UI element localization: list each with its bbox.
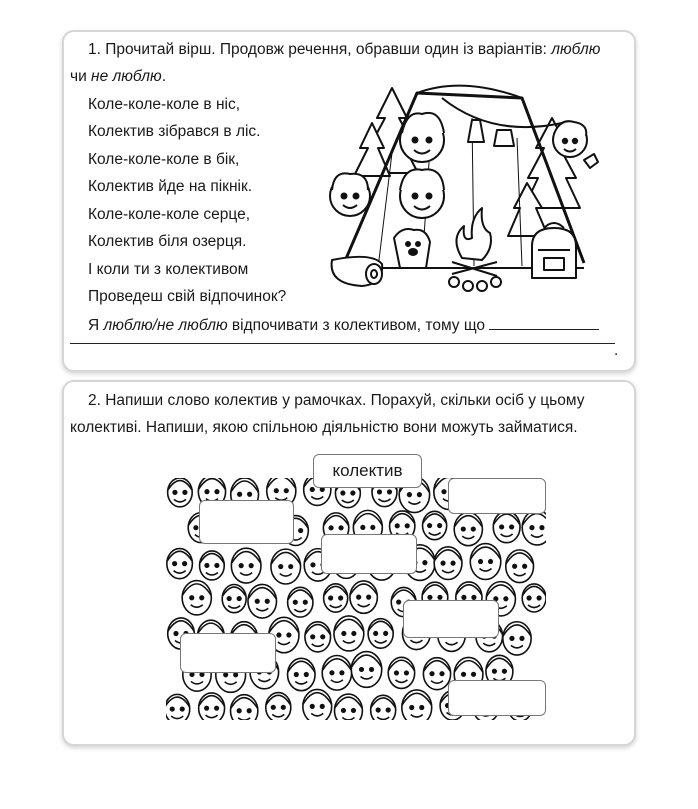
- crowd-face: [388, 657, 414, 688]
- sentence-end-period: .: [614, 342, 619, 359]
- crowd-face: [168, 478, 193, 507]
- poem-line: Проведеш свій відпочинок?: [88, 288, 287, 305]
- poem-line: Коле-коле-коле в бік,: [88, 151, 240, 168]
- crowd-face: [166, 694, 190, 720]
- poem-line: Колектив біля озерця.: [88, 233, 247, 250]
- crowd-face: [351, 652, 381, 688]
- crowd-face: [288, 658, 316, 690]
- crowd-face: [248, 584, 277, 618]
- crowd-face: [506, 550, 534, 583]
- answer-blank-line[interactable]: [70, 343, 615, 344]
- crowd-face: [231, 695, 258, 720]
- crowd-face: [335, 694, 363, 720]
- answer-box[interactable]: [180, 633, 276, 673]
- crowd-face: [288, 587, 313, 617]
- crowd-face: [303, 689, 332, 720]
- crowd-face: [368, 619, 393, 648]
- crowd-face: [324, 584, 348, 612]
- exercise-1-sentence: Я люблю/не люблю відпочивати з колективом, тому що: [88, 315, 599, 336]
- crowd-face: [503, 622, 531, 655]
- poem-line: Коле-коле-коле серце,: [88, 206, 251, 223]
- answer-box[interactable]: [448, 478, 546, 514]
- word-box-kolektyv: колектив: [313, 454, 422, 488]
- crowd-face: [305, 622, 331, 652]
- answer-box[interactable]: [321, 534, 417, 574]
- crowd-face: [334, 616, 364, 651]
- poem-line: Колектив зібрався в ліс.: [88, 123, 261, 140]
- crowd-face: [423, 511, 447, 539]
- exercise-2-instruction: 2. Напиши слово колектив у рамочках. Порахуй, скільки осіб у цьому: [88, 392, 585, 409]
- answer-box[interactable]: [403, 600, 499, 638]
- crowd-face: [200, 551, 225, 580]
- crowd-face: [454, 512, 482, 545]
- crowd-face: [182, 581, 211, 615]
- crowd-face: [350, 581, 377, 613]
- camping-tent-illustration: [322, 78, 600, 300]
- crowd-face: [402, 690, 432, 720]
- crowd-face: [167, 549, 193, 579]
- crowd-face: [231, 548, 261, 583]
- crowd-face: [522, 510, 546, 545]
- poem-line: Колектив йде на пікнік.: [88, 178, 253, 195]
- crowd-face: [266, 693, 291, 720]
- crowd-face: [470, 544, 501, 580]
- crowd-face: [371, 695, 396, 720]
- crowd-face: [522, 584, 546, 612]
- poem-line: Коле-коле-коле в ніс,: [88, 96, 241, 113]
- crowd-face: [434, 547, 462, 580]
- answer-blank-line[interactable]: [489, 315, 599, 330]
- exercise-2-instruction-cont: колективі. Напиши, якою спільною діяльністю вони можуть займатися.: [70, 419, 578, 436]
- crowd-face: [199, 693, 225, 720]
- answer-box[interactable]: [448, 680, 546, 716]
- exercise-1-instruction: 1. Прочитай вірш. Продовж речення, обравши один із варіантів: люблю: [88, 41, 601, 58]
- exercise-1-instruction-cont: чи не люблю.: [70, 68, 166, 85]
- crowd-face: [322, 655, 351, 690]
- answer-box[interactable]: [199, 500, 294, 544]
- crowd-face: [423, 658, 450, 690]
- crowd-face: [493, 511, 520, 543]
- crowd-face: [222, 584, 246, 612]
- poem-line: І коли ти з колективом: [88, 261, 249, 278]
- crowd-face: [271, 549, 301, 584]
